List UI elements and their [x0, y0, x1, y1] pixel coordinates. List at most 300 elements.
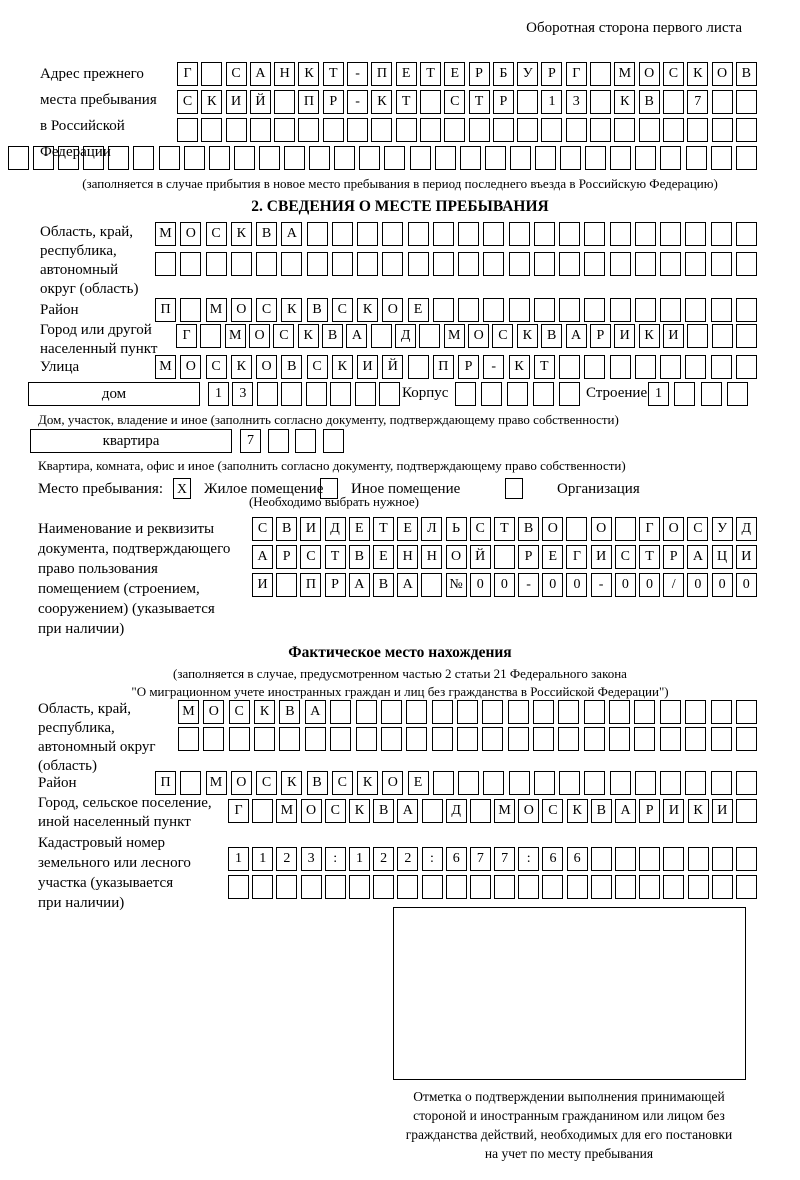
- char-box[interactable]: [295, 429, 316, 453]
- char-box[interactable]: С: [256, 298, 277, 322]
- char-box[interactable]: К: [231, 222, 252, 246]
- char-box[interactable]: [420, 118, 441, 142]
- char-box[interactable]: К: [639, 324, 660, 348]
- char-box[interactable]: [494, 875, 515, 899]
- char-box[interactable]: 0: [470, 573, 491, 597]
- char-box[interactable]: 1: [208, 382, 229, 406]
- char-box[interactable]: [712, 875, 733, 899]
- char-box[interactable]: [685, 222, 706, 246]
- char-box[interactable]: [419, 324, 440, 348]
- char-box[interactable]: [494, 545, 515, 569]
- char-box[interactable]: [687, 118, 708, 142]
- char-box[interactable]: 3: [301, 847, 322, 871]
- char-box[interactable]: И: [614, 324, 635, 348]
- char-box[interactable]: [610, 252, 631, 276]
- char-box[interactable]: 2: [397, 847, 418, 871]
- char-box[interactable]: К: [349, 799, 370, 823]
- char-box[interactable]: [485, 146, 506, 170]
- char-box[interactable]: О: [231, 298, 252, 322]
- char-box[interactable]: [408, 355, 429, 379]
- char-box[interactable]: [483, 298, 504, 322]
- char-box[interactable]: [610, 222, 631, 246]
- char-box[interactable]: [736, 727, 757, 751]
- char-box[interactable]: [660, 298, 681, 322]
- char-box[interactable]: С: [663, 62, 684, 86]
- char-box[interactable]: [381, 727, 402, 751]
- char-box[interactable]: Д: [736, 517, 757, 541]
- char-box[interactable]: К: [231, 355, 252, 379]
- char-box[interactable]: [591, 847, 612, 871]
- char-box[interactable]: 0: [639, 573, 660, 597]
- char-box[interactable]: К: [298, 324, 319, 348]
- char-box[interactable]: [591, 875, 612, 899]
- char-box[interactable]: [685, 727, 706, 751]
- char-box[interactable]: К: [614, 90, 635, 114]
- char-box[interactable]: [701, 382, 722, 406]
- char-box[interactable]: [660, 771, 681, 795]
- char-box[interactable]: [609, 727, 630, 751]
- char-box[interactable]: 1: [541, 90, 562, 114]
- char-box[interactable]: О: [301, 799, 322, 823]
- char-box[interactable]: Т: [325, 545, 346, 569]
- char-box[interactable]: [685, 700, 706, 724]
- char-box[interactable]: [177, 118, 198, 142]
- char-box[interactable]: [663, 118, 684, 142]
- char-box[interactable]: [422, 799, 443, 823]
- char-box[interactable]: Р: [325, 573, 346, 597]
- char-box[interactable]: 7: [494, 847, 515, 871]
- char-box[interactable]: [457, 727, 478, 751]
- char-box[interactable]: [712, 324, 733, 348]
- char-box[interactable]: [493, 118, 514, 142]
- char-box[interactable]: [281, 252, 302, 276]
- char-box[interactable]: [584, 355, 605, 379]
- char-box[interactable]: [201, 118, 222, 142]
- stay-type-checkbox-residential[interactable]: X: [173, 478, 191, 499]
- char-box[interactable]: М: [178, 700, 199, 724]
- char-box[interactable]: [357, 252, 378, 276]
- char-box[interactable]: [252, 875, 273, 899]
- char-box[interactable]: [231, 252, 252, 276]
- char-box[interactable]: [108, 146, 129, 170]
- char-box[interactable]: [566, 118, 587, 142]
- char-box[interactable]: [226, 118, 247, 142]
- char-box[interactable]: [535, 146, 556, 170]
- char-box[interactable]: [482, 700, 503, 724]
- char-box[interactable]: В: [639, 90, 660, 114]
- char-box[interactable]: [590, 118, 611, 142]
- char-box[interactable]: [433, 252, 454, 276]
- char-box[interactable]: В: [322, 324, 343, 348]
- char-box[interactable]: [509, 771, 530, 795]
- char-box[interactable]: [178, 727, 199, 751]
- char-box[interactable]: [180, 298, 201, 322]
- char-box[interactable]: [559, 298, 580, 322]
- char-box[interactable]: Т: [323, 62, 344, 86]
- char-box[interactable]: [332, 222, 353, 246]
- char-box[interactable]: М: [206, 771, 227, 795]
- char-box[interactable]: [736, 252, 757, 276]
- char-box[interactable]: Е: [542, 545, 563, 569]
- char-box[interactable]: [727, 382, 748, 406]
- char-box[interactable]: С: [206, 222, 227, 246]
- char-box[interactable]: Й: [250, 90, 271, 114]
- char-box[interactable]: [460, 146, 481, 170]
- char-box[interactable]: О: [382, 298, 403, 322]
- char-box[interactable]: И: [663, 324, 684, 348]
- char-box[interactable]: [736, 771, 757, 795]
- stay-type-checkbox-organization[interactable]: [505, 478, 523, 499]
- char-box[interactable]: [711, 771, 732, 795]
- char-box[interactable]: [688, 847, 709, 871]
- char-box[interactable]: 0: [494, 573, 515, 597]
- char-box[interactable]: К: [281, 771, 302, 795]
- char-box[interactable]: [180, 252, 201, 276]
- char-box[interactable]: О: [256, 355, 277, 379]
- char-box[interactable]: К: [517, 324, 538, 348]
- char-box[interactable]: [323, 118, 344, 142]
- char-box[interactable]: [357, 222, 378, 246]
- char-box[interactable]: [276, 875, 297, 899]
- char-box[interactable]: О: [231, 771, 252, 795]
- char-box[interactable]: 1: [228, 847, 249, 871]
- char-box[interactable]: Б: [493, 62, 514, 86]
- char-box[interactable]: Т: [396, 90, 417, 114]
- char-box[interactable]: М: [614, 62, 635, 86]
- char-box[interactable]: О: [542, 517, 563, 541]
- char-box[interactable]: А: [397, 799, 418, 823]
- char-box[interactable]: [470, 799, 491, 823]
- char-box[interactable]: [279, 727, 300, 751]
- char-box[interactable]: П: [155, 771, 176, 795]
- char-box[interactable]: -: [518, 573, 539, 597]
- char-box[interactable]: А: [615, 799, 636, 823]
- char-box[interactable]: 7: [470, 847, 491, 871]
- char-box[interactable]: [458, 298, 479, 322]
- char-box[interactable]: Г: [566, 62, 587, 86]
- char-box[interactable]: [711, 727, 732, 751]
- char-box[interactable]: [534, 252, 555, 276]
- char-box[interactable]: А: [250, 62, 271, 86]
- char-box[interactable]: [559, 382, 580, 406]
- char-box[interactable]: Р: [518, 545, 539, 569]
- char-box[interactable]: [712, 90, 733, 114]
- char-box[interactable]: Р: [639, 799, 660, 823]
- char-box[interactable]: [330, 700, 351, 724]
- char-box[interactable]: Е: [397, 517, 418, 541]
- char-box[interactable]: [590, 90, 611, 114]
- char-box[interactable]: 1: [648, 382, 669, 406]
- char-box[interactable]: [8, 146, 29, 170]
- char-box[interactable]: Й: [382, 355, 403, 379]
- char-box[interactable]: О: [663, 517, 684, 541]
- char-box[interactable]: [663, 875, 684, 899]
- char-box[interactable]: О: [180, 355, 201, 379]
- char-box[interactable]: [610, 771, 631, 795]
- char-box[interactable]: :: [518, 847, 539, 871]
- char-box[interactable]: [635, 222, 656, 246]
- char-box[interactable]: [685, 355, 706, 379]
- char-box[interactable]: [736, 700, 757, 724]
- char-box[interactable]: [349, 875, 370, 899]
- char-box[interactable]: [481, 382, 502, 406]
- char-box[interactable]: К: [357, 298, 378, 322]
- char-box[interactable]: В: [307, 771, 328, 795]
- char-box[interactable]: [281, 382, 302, 406]
- char-box[interactable]: [396, 118, 417, 142]
- char-box[interactable]: О: [180, 222, 201, 246]
- char-box[interactable]: А: [397, 573, 418, 597]
- char-box[interactable]: Ц: [712, 545, 733, 569]
- char-box[interactable]: [584, 222, 605, 246]
- char-box[interactable]: [517, 90, 538, 114]
- char-box[interactable]: 0: [542, 573, 563, 597]
- char-box[interactable]: [206, 252, 227, 276]
- char-box[interactable]: [305, 727, 326, 751]
- char-box[interactable]: [382, 252, 403, 276]
- char-box[interactable]: В: [518, 517, 539, 541]
- char-box[interactable]: А: [349, 573, 370, 597]
- char-box[interactable]: [687, 324, 708, 348]
- char-box[interactable]: [736, 847, 757, 871]
- char-box[interactable]: [483, 222, 504, 246]
- char-box[interactable]: [736, 146, 757, 170]
- char-box[interactable]: 3: [566, 90, 587, 114]
- char-box[interactable]: К: [332, 355, 353, 379]
- char-box[interactable]: С: [252, 517, 273, 541]
- char-box[interactable]: [256, 252, 277, 276]
- char-box[interactable]: С: [273, 324, 294, 348]
- char-box[interactable]: [252, 799, 273, 823]
- char-box[interactable]: В: [373, 573, 394, 597]
- char-box[interactable]: [533, 700, 554, 724]
- char-box[interactable]: [347, 118, 368, 142]
- char-box[interactable]: [711, 222, 732, 246]
- char-box[interactable]: [433, 222, 454, 246]
- char-box[interactable]: [635, 355, 656, 379]
- char-box[interactable]: Н: [397, 545, 418, 569]
- char-box[interactable]: [200, 324, 221, 348]
- char-box[interactable]: [355, 382, 376, 406]
- char-box[interactable]: [712, 118, 733, 142]
- char-box[interactable]: И: [591, 545, 612, 569]
- char-box[interactable]: С: [470, 517, 491, 541]
- char-box[interactable]: [33, 146, 54, 170]
- char-box[interactable]: С: [542, 799, 563, 823]
- char-box[interactable]: [712, 847, 733, 871]
- char-box[interactable]: [615, 517, 636, 541]
- char-box[interactable]: С: [332, 298, 353, 322]
- char-box[interactable]: [274, 90, 295, 114]
- char-box[interactable]: [209, 146, 230, 170]
- char-box[interactable]: [332, 252, 353, 276]
- char-box[interactable]: -: [483, 355, 504, 379]
- char-box[interactable]: А: [281, 222, 302, 246]
- char-box[interactable]: [688, 875, 709, 899]
- char-box[interactable]: [397, 875, 418, 899]
- char-box[interactable]: [610, 146, 631, 170]
- char-box[interactable]: 6: [446, 847, 467, 871]
- char-box[interactable]: [180, 771, 201, 795]
- char-box[interactable]: [533, 382, 554, 406]
- char-box[interactable]: [558, 727, 579, 751]
- char-box[interactable]: [250, 118, 271, 142]
- char-box[interactable]: В: [281, 355, 302, 379]
- char-box[interactable]: Д: [395, 324, 416, 348]
- char-box[interactable]: [421, 573, 442, 597]
- char-box[interactable]: [203, 727, 224, 751]
- char-box[interactable]: [584, 771, 605, 795]
- char-box[interactable]: В: [373, 799, 394, 823]
- char-box[interactable]: 6: [542, 847, 563, 871]
- char-box[interactable]: [458, 222, 479, 246]
- char-box[interactable]: -: [347, 62, 368, 86]
- char-box[interactable]: Е: [396, 62, 417, 86]
- char-box[interactable]: [558, 700, 579, 724]
- char-box[interactable]: И: [226, 90, 247, 114]
- char-box[interactable]: [615, 875, 636, 899]
- char-box[interactable]: Е: [373, 545, 394, 569]
- char-box[interactable]: [559, 222, 580, 246]
- char-box[interactable]: [234, 146, 255, 170]
- char-box[interactable]: [685, 298, 706, 322]
- char-box[interactable]: /: [663, 573, 684, 597]
- char-box[interactable]: М: [225, 324, 246, 348]
- char-box[interactable]: М: [276, 799, 297, 823]
- char-box[interactable]: [483, 252, 504, 276]
- char-box[interactable]: К: [687, 62, 708, 86]
- char-box[interactable]: [635, 771, 656, 795]
- char-box[interactable]: [254, 727, 275, 751]
- char-box[interactable]: -: [347, 90, 368, 114]
- char-box[interactable]: [325, 875, 346, 899]
- char-box[interactable]: 6: [567, 847, 588, 871]
- char-box[interactable]: [408, 222, 429, 246]
- char-box[interactable]: [590, 62, 611, 86]
- char-box[interactable]: [517, 118, 538, 142]
- char-box[interactable]: И: [252, 573, 273, 597]
- char-box[interactable]: П: [371, 62, 392, 86]
- char-box[interactable]: [567, 875, 588, 899]
- char-box[interactable]: Р: [276, 545, 297, 569]
- char-box[interactable]: А: [687, 545, 708, 569]
- char-box[interactable]: [686, 146, 707, 170]
- char-box[interactable]: [660, 252, 681, 276]
- char-box[interactable]: Й: [470, 545, 491, 569]
- char-box[interactable]: 7: [687, 90, 708, 114]
- char-box[interactable]: [736, 298, 757, 322]
- char-box[interactable]: [541, 118, 562, 142]
- char-box[interactable]: С: [325, 799, 346, 823]
- char-box[interactable]: -: [591, 573, 612, 597]
- char-box[interactable]: [560, 146, 581, 170]
- char-box[interactable]: У: [517, 62, 538, 86]
- char-box[interactable]: 3: [232, 382, 253, 406]
- char-box[interactable]: 1: [252, 847, 273, 871]
- char-box[interactable]: [660, 700, 681, 724]
- char-box[interactable]: [306, 382, 327, 406]
- char-box[interactable]: Г: [566, 545, 587, 569]
- char-box[interactable]: [609, 700, 630, 724]
- char-box[interactable]: [334, 146, 355, 170]
- char-box[interactable]: [509, 298, 530, 322]
- char-box[interactable]: К: [688, 799, 709, 823]
- char-box[interactable]: [639, 118, 660, 142]
- char-box[interactable]: [323, 429, 344, 453]
- char-box[interactable]: [639, 847, 660, 871]
- char-box[interactable]: О: [249, 324, 270, 348]
- char-box[interactable]: [309, 146, 330, 170]
- char-box[interactable]: П: [155, 298, 176, 322]
- char-box[interactable]: [610, 355, 631, 379]
- char-box[interactable]: [228, 875, 249, 899]
- char-box[interactable]: [58, 146, 79, 170]
- char-box[interactable]: [483, 771, 504, 795]
- char-box[interactable]: Н: [421, 545, 442, 569]
- char-box[interactable]: [184, 146, 205, 170]
- char-box[interactable]: [559, 771, 580, 795]
- char-box[interactable]: [533, 727, 554, 751]
- char-box[interactable]: П: [298, 90, 319, 114]
- char-box[interactable]: [660, 146, 681, 170]
- char-box[interactable]: Г: [177, 62, 198, 86]
- char-box[interactable]: Е: [444, 62, 465, 86]
- char-box[interactable]: 1: [349, 847, 370, 871]
- char-box[interactable]: [585, 146, 606, 170]
- char-box[interactable]: [685, 252, 706, 276]
- char-box[interactable]: [674, 382, 695, 406]
- char-box[interactable]: И: [736, 545, 757, 569]
- char-box[interactable]: К: [357, 771, 378, 795]
- char-box[interactable]: У: [712, 517, 733, 541]
- char-box[interactable]: [508, 727, 529, 751]
- char-box[interactable]: 0: [736, 573, 757, 597]
- char-box[interactable]: М: [494, 799, 515, 823]
- char-box[interactable]: С: [300, 545, 321, 569]
- char-box[interactable]: [736, 90, 757, 114]
- char-box[interactable]: [455, 382, 476, 406]
- char-box[interactable]: Т: [494, 517, 515, 541]
- char-box[interactable]: С: [229, 700, 250, 724]
- char-box[interactable]: [507, 382, 528, 406]
- char-box[interactable]: [201, 62, 222, 86]
- char-box[interactable]: [584, 252, 605, 276]
- char-box[interactable]: [509, 252, 530, 276]
- char-box[interactable]: [433, 298, 454, 322]
- char-box[interactable]: О: [382, 771, 403, 795]
- char-box[interactable]: С: [226, 62, 247, 86]
- char-box[interactable]: :: [325, 847, 346, 871]
- char-box[interactable]: П: [300, 573, 321, 597]
- char-box[interactable]: [276, 573, 297, 597]
- char-box[interactable]: [444, 118, 465, 142]
- char-box[interactable]: А: [305, 700, 326, 724]
- char-box[interactable]: [518, 875, 539, 899]
- char-box[interactable]: [371, 118, 392, 142]
- char-box[interactable]: В: [276, 517, 297, 541]
- char-box[interactable]: [736, 875, 757, 899]
- char-box[interactable]: [432, 727, 453, 751]
- char-box[interactable]: [359, 146, 380, 170]
- char-box[interactable]: [432, 700, 453, 724]
- char-box[interactable]: [457, 700, 478, 724]
- char-box[interactable]: Г: [228, 799, 249, 823]
- char-box[interactable]: В: [256, 222, 277, 246]
- char-box[interactable]: Р: [469, 62, 490, 86]
- char-box[interactable]: [458, 252, 479, 276]
- char-box[interactable]: Р: [663, 545, 684, 569]
- char-box[interactable]: [736, 222, 757, 246]
